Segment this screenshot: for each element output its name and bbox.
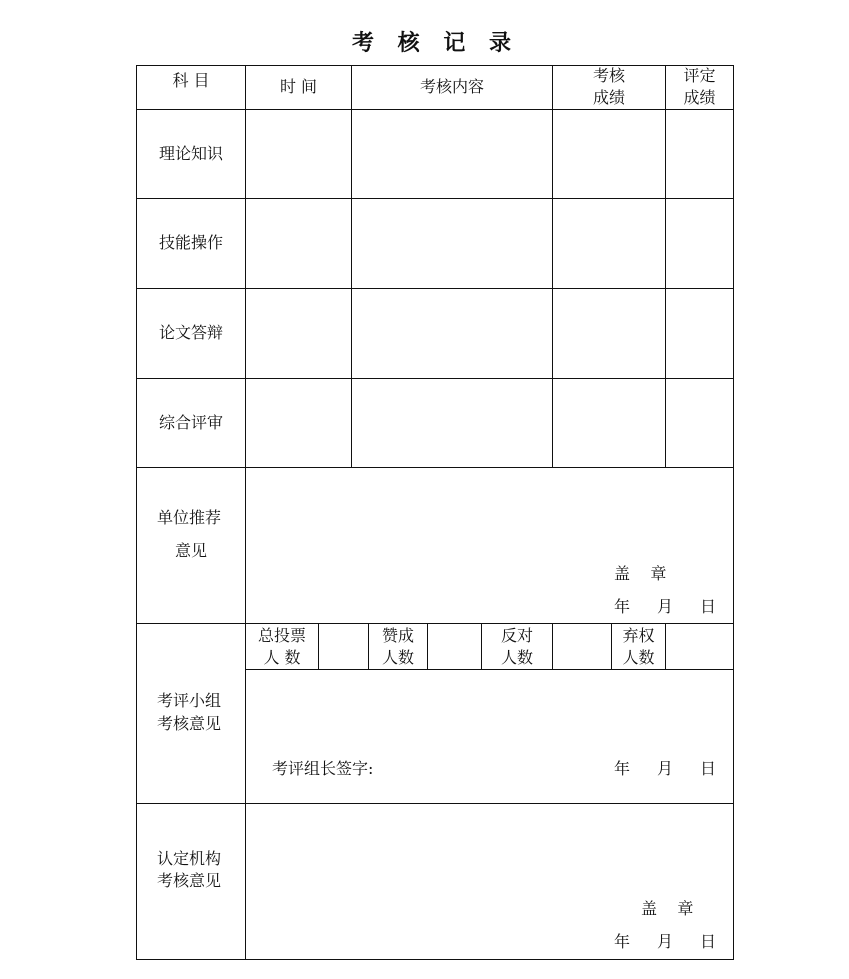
panel-date-day: 日: [700, 759, 717, 778]
vote-approve-line1: 赞成: [381, 625, 414, 645]
row-label: 技能操作: [158, 233, 223, 252]
vote-total-line2: 人 数: [263, 647, 301, 667]
table-divider: [136, 803, 734, 804]
table-divider: [351, 65, 352, 468]
table-divider: [665, 623, 666, 670]
table-divider: [665, 65, 666, 468]
table-divider: [318, 623, 319, 670]
panel-date-year: 年: [614, 759, 631, 778]
header-exam-score-line1: 考核: [592, 66, 625, 85]
row-label-theory: [136, 109, 246, 198]
header-time-label: 时 间: [279, 77, 318, 96]
vote-abstain-line2: 人数: [622, 647, 655, 667]
table-border-right: [733, 65, 734, 960]
authority-label-line1: 认定机构: [157, 849, 222, 868]
authority-date-year: 年: [614, 932, 631, 951]
panel-label-line2: 考核意见: [157, 714, 222, 733]
authority-seal: 盖 章: [641, 899, 694, 918]
vote-approve-line2: 人数: [381, 647, 414, 667]
row-label: 论文答辩: [158, 323, 223, 342]
vote-approve-label: [369, 624, 427, 669]
header-rated-score-line1: 评定: [683, 66, 716, 85]
row-label-review: [136, 378, 246, 467]
table-divider: [552, 65, 553, 468]
table-divider: [136, 467, 734, 468]
panel-label-line1: 考评小组: [157, 691, 222, 710]
header-content: [352, 65, 552, 109]
panel-date-month: 月: [657, 759, 674, 778]
table-border-bottom: [136, 959, 734, 960]
table-divider: [552, 623, 553, 670]
header-subject: [136, 68, 246, 94]
row-label: 综合评审: [158, 412, 223, 432]
row-label: 理论知识: [158, 143, 223, 163]
unit-date-day: 日: [700, 597, 717, 616]
vote-total-label: [246, 624, 318, 669]
header-time: [246, 65, 351, 109]
vote-abstain-label: [612, 624, 665, 669]
vote-oppose-line2: 人数: [500, 647, 533, 667]
vote-abstain-line1: 弃权: [622, 625, 655, 645]
unit-label-line2: 意见: [175, 541, 208, 560]
header-content-label: 考核内容: [419, 77, 484, 96]
header-rated-score-line2: 成绩: [683, 88, 716, 107]
authority-date-month: 月: [657, 932, 674, 951]
header-exam-score-line2: 成绩: [592, 88, 625, 107]
unit-seal: 盖 章: [614, 564, 667, 583]
header-subject-label: 科 目: [172, 71, 210, 90]
authority-label-line2: 考核意见: [157, 871, 222, 890]
panel-leader-sign: 考评组长签字:: [272, 759, 374, 778]
header-exam-score: [553, 65, 665, 109]
row-label-thesis: [136, 288, 246, 378]
unit-date-month: 月: [657, 597, 674, 616]
table-divider: [427, 623, 428, 670]
row-label-skill: [136, 198, 246, 288]
page-title: 考 核 记 录: [352, 30, 519, 56]
authority-date-day: 日: [700, 932, 717, 951]
header-rated-score: [666, 65, 733, 109]
vote-total-line1: 总投票: [257, 625, 306, 645]
vote-oppose-label: [482, 624, 552, 669]
unit-date-year: 年: [614, 597, 631, 616]
unit-label-line1: 单位推荐: [157, 508, 222, 527]
vote-oppose-line1: 反对: [500, 625, 533, 645]
